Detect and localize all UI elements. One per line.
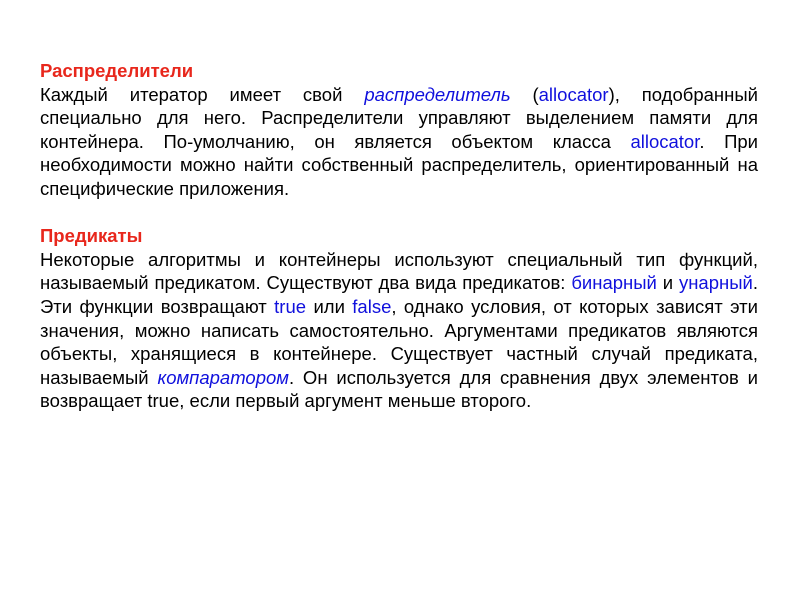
predicates-text-2: и [656,272,679,294]
allocators-text-1: Каждый итератор имеет свой [40,83,365,105]
predicates-text-6: . Он используется для сравнения двух элементов и возвращает true, если первый аргумент меньше второго. [40,366,759,412]
section-spacer [40,201,758,225]
slide-content [40,59,758,413]
predicates-paragraph [40,248,758,413]
predicates-text-4: или [306,295,353,317]
term-allocator-en: allocator [538,83,609,105]
term-comparator: компаратором [157,366,289,388]
allocators-text-3: ), подобранный специально для него. Распределители управляют выделением памяти для контейнера. По-умолчанию, он является объектом класса [40,83,758,152]
predicates-text-1: Некоторые алгоритмы и контейнеры используют специальный тип функций, называемый предикатом. Существуют два вида предикатов: [40,248,758,294]
term-false: false [352,295,392,317]
allocators-paragraph [40,83,758,201]
allocators-text-4: . При необходимости можно найти собственный распределитель, ориентированный на специфические приложения. [40,130,758,199]
term-unary: унарный [678,272,753,294]
allocators-text-2: ( [510,83,539,105]
predicates-text-3: . Эти функции возвращают [40,272,758,317]
predicates-text-5: , однако условия, от которых зависят эти значения, можно написать самостоятельно. Аргументами предикатов являются объекты, хранящиеся в контейнере. Существует частный случай предиката, называемый [40,295,758,388]
allocators-heading: Распределители [40,60,194,81]
term-binary: бинарный [571,272,657,294]
predicates-heading: Предикаты [40,225,143,247]
term-true: true [274,295,307,317]
term-allocator-class: allocator [630,130,700,152]
term-allocator-ru: распределитель [364,83,511,105]
